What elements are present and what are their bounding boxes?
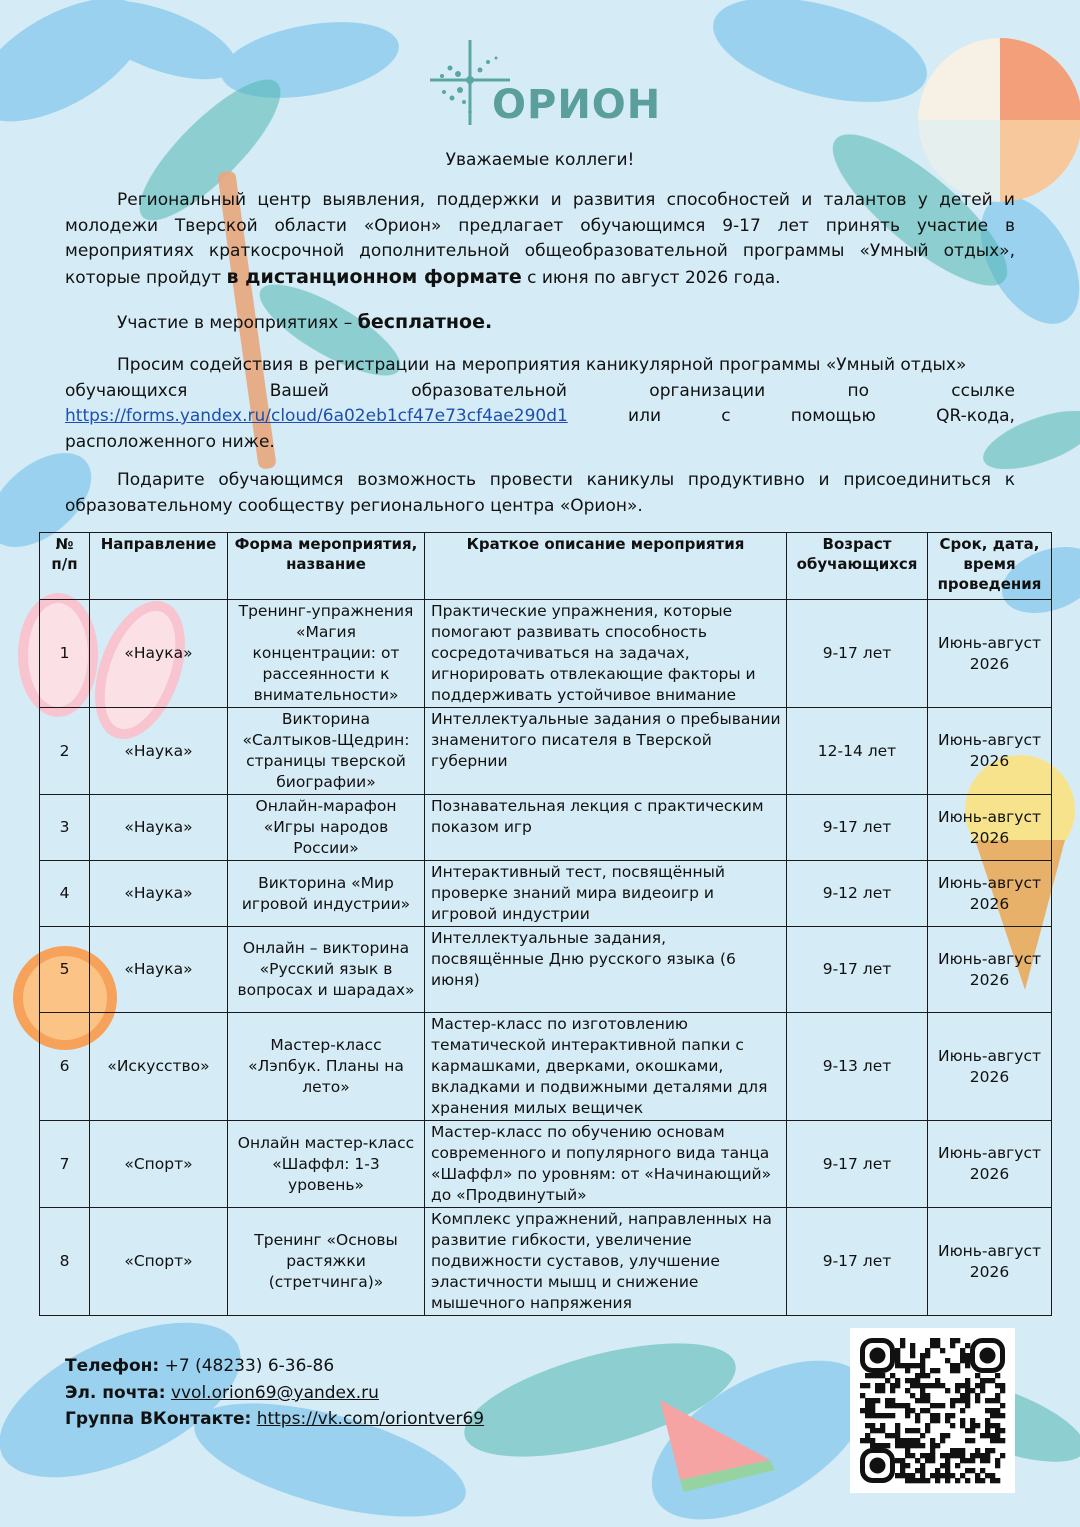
row-form: Викторина «Салтыков-Щедрин: страницы тверской биографии» xyxy=(228,708,425,795)
header-direction: Направление xyxy=(90,533,228,600)
table-row xyxy=(40,1121,1052,1208)
row-age: 9-17 лет xyxy=(787,1208,928,1316)
row-form: Мастер-класс «Лэпбук. Планы на лето» xyxy=(228,1013,425,1121)
table-row xyxy=(40,708,1052,795)
row-direction: «Наука» xyxy=(90,861,228,927)
row-age: 9-17 лет xyxy=(787,927,928,1013)
row-age: 9-17 лет xyxy=(787,600,928,708)
header-num: № п/п xyxy=(40,533,90,600)
request-line-3: https://forms.yandex.ru/cloud/6a02eb1cf47e73cf4ae290d1 или с помощью QR-кода, xyxy=(65,404,1015,430)
intro-paragraph xyxy=(65,188,1015,291)
row-description: Комплекс упражнений, направленных на развитие гибкости, увеличение подвижности суставов, улучшение эластичности мышц и снижение мышечного напряжения xyxy=(425,1208,787,1316)
row-direction: «Спорт» xyxy=(90,1208,228,1316)
row-date: Июнь-август 2026 xyxy=(928,927,1052,1013)
request-line-4: расположенного ниже. xyxy=(65,431,275,452)
row-description: Познавательная лекция с практическим показом игр xyxy=(425,795,787,861)
table-row xyxy=(40,1013,1052,1121)
email-link[interactable]: vvol.orion69@yandex.ru xyxy=(170,1382,379,1403)
row-num: 3 xyxy=(40,795,90,861)
row-direction: «Наука» xyxy=(90,795,228,861)
row-num: 5 xyxy=(40,927,90,1013)
row-date: Июнь-август 2026 xyxy=(928,600,1052,708)
program-table xyxy=(39,532,1052,1316)
logo-wordmark: ОРИОН xyxy=(492,82,662,128)
qr-code-icon xyxy=(850,1328,1015,1493)
row-form: Онлайн мастер-класс «Шаффл: 1-3 уровень» xyxy=(228,1121,425,1208)
vk-link[interactable]: https://vk.com/oriontver69 xyxy=(256,1409,485,1429)
table-row xyxy=(40,600,1052,708)
request-line-1: Просим содействия в регистрации на мероприятия каникулярной программы «Умный отдых» xyxy=(117,355,967,375)
free-bold: бесплатное. xyxy=(357,311,493,333)
contact-phone: Телефон: +7 (48233) 6-36-86 xyxy=(65,1356,335,1376)
row-date: Июнь-август 2026 xyxy=(928,1013,1052,1121)
orion-logo xyxy=(430,40,660,140)
row-form: Викторина «Мир игровой индустрии» xyxy=(228,861,425,927)
table-row xyxy=(40,1208,1052,1316)
row-age: 9-17 лет xyxy=(787,795,928,861)
row-description: Практические упражнения, которые помогают развивать способность сосредотачиваться на задачах, игнорировать отвлекающие факторы и поддерживать устойчивое внимание xyxy=(425,600,787,708)
row-num: 4 xyxy=(40,861,90,927)
row-age: 9-17 лет xyxy=(787,1121,928,1208)
row-form: Тренинг «Основы растяжки (стретчинга)» xyxy=(228,1208,425,1316)
header-date: Срок, дата, время проведения xyxy=(928,533,1052,600)
row-num: 8 xyxy=(40,1208,90,1316)
table-row xyxy=(40,927,1052,1013)
row-description: Интерактивный тест, посвящённый проверке знаний мира видеоигр и игровой индустрии xyxy=(425,861,787,927)
row-date: Июнь-август 2026 xyxy=(928,795,1052,861)
free-participation xyxy=(65,310,1015,337)
row-num: 2 xyxy=(40,708,90,795)
header-form: Форма мероприятия, название xyxy=(228,533,425,600)
row-num: 6 xyxy=(40,1013,90,1121)
request-line-2: обучающихся Вашей образовательной организации по ссылке xyxy=(65,380,1015,401)
intro-text-2: с июня по август 2026 года. xyxy=(521,267,781,288)
row-date: Июнь-август 2026 xyxy=(928,1208,1052,1316)
table-row xyxy=(40,795,1052,861)
row-description: Интеллектуальные задания, посвящённые Дню русского языка (6 июня) xyxy=(425,927,787,1013)
row-age: 12-14 лет xyxy=(787,708,928,795)
request-paragraph xyxy=(65,353,1015,455)
intro-bold: в дистанционном формате xyxy=(226,265,522,288)
intro-text-1: Региональный центр выявления, поддержки и развития способностей и талантов у детей и молодежи Тверской области «Орион» предлагает обучающимся 9-17 лет принять участие в мероприятиях краткосрочной дополнительной общеобразовательной программы «Умный отдых», которые пройдут xyxy=(65,190,1015,288)
row-num: 1 xyxy=(40,600,90,708)
greeting: Уважаемые коллеги! xyxy=(445,150,635,170)
row-form: Онлайн-марафон «Игры народов России» xyxy=(228,795,425,861)
invite-paragraph: Подарите обучающимся возможность провести каникулы продуктивно и присоединиться к образовательному сообществу регионального центра «Орион». xyxy=(65,470,1015,516)
contact-vk: Группа ВКонтакте: https://vk.com/oriontver69 xyxy=(65,1409,485,1429)
contacts xyxy=(65,1353,484,1433)
table-header-row xyxy=(40,533,1052,600)
table-row xyxy=(40,861,1052,927)
row-description: Мастер-класс по обучению основам современного и популярного вида танца «Шаффл» по уровням: от «Начинающий» до «Продвинутый» xyxy=(425,1121,787,1208)
row-direction: «Наука» xyxy=(90,600,228,708)
row-num: 7 xyxy=(40,1121,90,1208)
row-date: Июнь-август 2026 xyxy=(928,861,1052,927)
row-direction: «Наука» xyxy=(90,708,228,795)
row-description: Мастер-класс по изготовлению тематической интерактивной папки с кармашками, дверками, окошками, вкладками и подвижными деталями для хранения милых вещичек xyxy=(425,1013,787,1121)
row-description: Интеллектуальные задания о пребывании знаменитого писателя в Тверской губернии xyxy=(425,708,787,795)
row-form: Тренинг-упражнения «Магия концентрации: от рассеянности к внимательности» xyxy=(228,600,425,708)
row-direction: «Искусство» xyxy=(90,1013,228,1121)
free-text: Участие в мероприятиях – xyxy=(117,313,358,333)
row-date: Июнь-август 2026 xyxy=(928,708,1052,795)
row-direction: «Спорт» xyxy=(90,1121,228,1208)
header-age: Возраст обучающихся xyxy=(787,533,928,600)
row-age: 9-12 лет xyxy=(787,861,928,927)
registration-link[interactable]: https://forms.yandex.ru/cloud/6a02eb1cf47e73cf4ae290d1 xyxy=(65,406,568,426)
row-date: Июнь-август 2026 xyxy=(928,1121,1052,1208)
header-description: Краткое описание мероприятия xyxy=(425,533,787,600)
contact-email: Эл. почта: vvol.orion69@yandex.ru xyxy=(65,1382,379,1403)
row-form: Онлайн – викторина «Русский язык в вопросах и шарадах» xyxy=(228,927,425,1013)
row-direction: «Наука» xyxy=(90,927,228,1013)
row-age: 9-13 лет xyxy=(787,1013,928,1121)
